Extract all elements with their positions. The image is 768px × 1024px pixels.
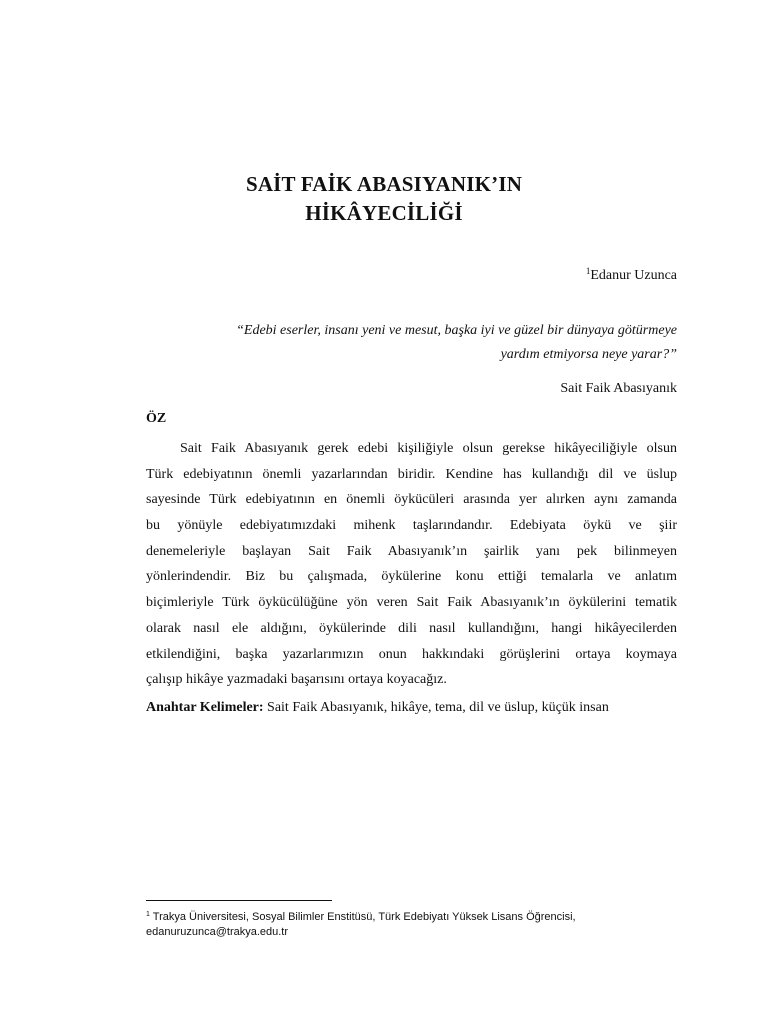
footnote xyxy=(146,907,686,940)
footnote-marker: 1 xyxy=(146,911,150,918)
abstract-body xyxy=(146,436,677,693)
title-line-2: HİKÂYECİLİĞİ xyxy=(305,201,463,225)
abstract-line: etkilendiğini, başka yazarlarımızın onun hakkındaki görüşlerini ortaya koymaya xyxy=(146,646,677,662)
paper-title xyxy=(0,170,768,228)
keywords-value: Sait Faik Abasıyanık, hikâye, tema, dil ve üslup, küçük insan xyxy=(267,700,609,715)
keywords xyxy=(146,700,609,716)
abstract-line: bu yönüyle edebiyatımızdaki mihenk taşlarındandır. Edebiyata öykü ve şiir xyxy=(146,518,677,534)
abstract-line: olarak nasıl ele aldığını, öykülerinde dili nasıl kullandığını, hangi hikâyecilerden xyxy=(146,620,677,636)
epigraph-quote xyxy=(146,319,677,367)
author-name xyxy=(586,266,677,284)
footnote-divider xyxy=(146,900,332,901)
abstract-line: denemeleriyle başlayan Sait Faik Abasıyanık’ın şairlik yanı pek bilinmeyen xyxy=(146,543,677,559)
footnote-line-1 xyxy=(146,907,686,925)
abstract-heading: ÖZ xyxy=(146,411,167,426)
abstract-line: Türk edebiyatının önemli yazarlarından biridir. Kendine has kullandığı dil ve üslup xyxy=(146,466,677,482)
abstract-line: sayesinde Türk edebiyatının en önemli öykücüleri arasında yer alırken aynı zamanda xyxy=(146,492,677,508)
abstract-line: Sait Faik Abasıyanık gerek edebi kişiliğiyle olsun gerekse hikâyeciliğiyle olsun xyxy=(180,441,677,456)
footnote-affiliation: Trakya Üniversitesi, Sosyal Bilimler Enstitüsü, Türk Edebiyatı Yüksek Lisans Öğrencisi, xyxy=(152,911,576,923)
abstract-line: çalışıp hikâye yazmadaki başarısını ortaya koyacağız. xyxy=(146,672,447,688)
author-name-text: Edanur Uzunca xyxy=(590,268,677,283)
abstract-line: biçimleriyle Türk öykücülüğüne yön veren Sait Faik Abasıyanık’ın öykülerini tematik xyxy=(146,595,677,611)
epigraph-line-2: yardım etmiyorsa neye yarar?” xyxy=(500,347,677,362)
epigraph-attribution: Sait Faik Abasıyanık xyxy=(560,381,677,396)
abstract-line: yönlerindendir. Biz bu çalışmada, öykülerine konu ettiği temalarla ve anlatım xyxy=(146,569,677,585)
epigraph-line-1: “Edebi eserler, insanı yeni ve mesut, başka iyi ve güzel bir dünyaya götürmeye xyxy=(236,323,677,338)
footnote-email[interactable]: edanuruzunca@trakya.edu.tr xyxy=(146,926,289,938)
author-footnote-marker: 1 xyxy=(585,266,591,276)
keywords-label: Anahtar Kelimeler: xyxy=(146,700,264,715)
title-line-1: SAİT FAİK ABASIYANIK’IN xyxy=(245,172,523,196)
